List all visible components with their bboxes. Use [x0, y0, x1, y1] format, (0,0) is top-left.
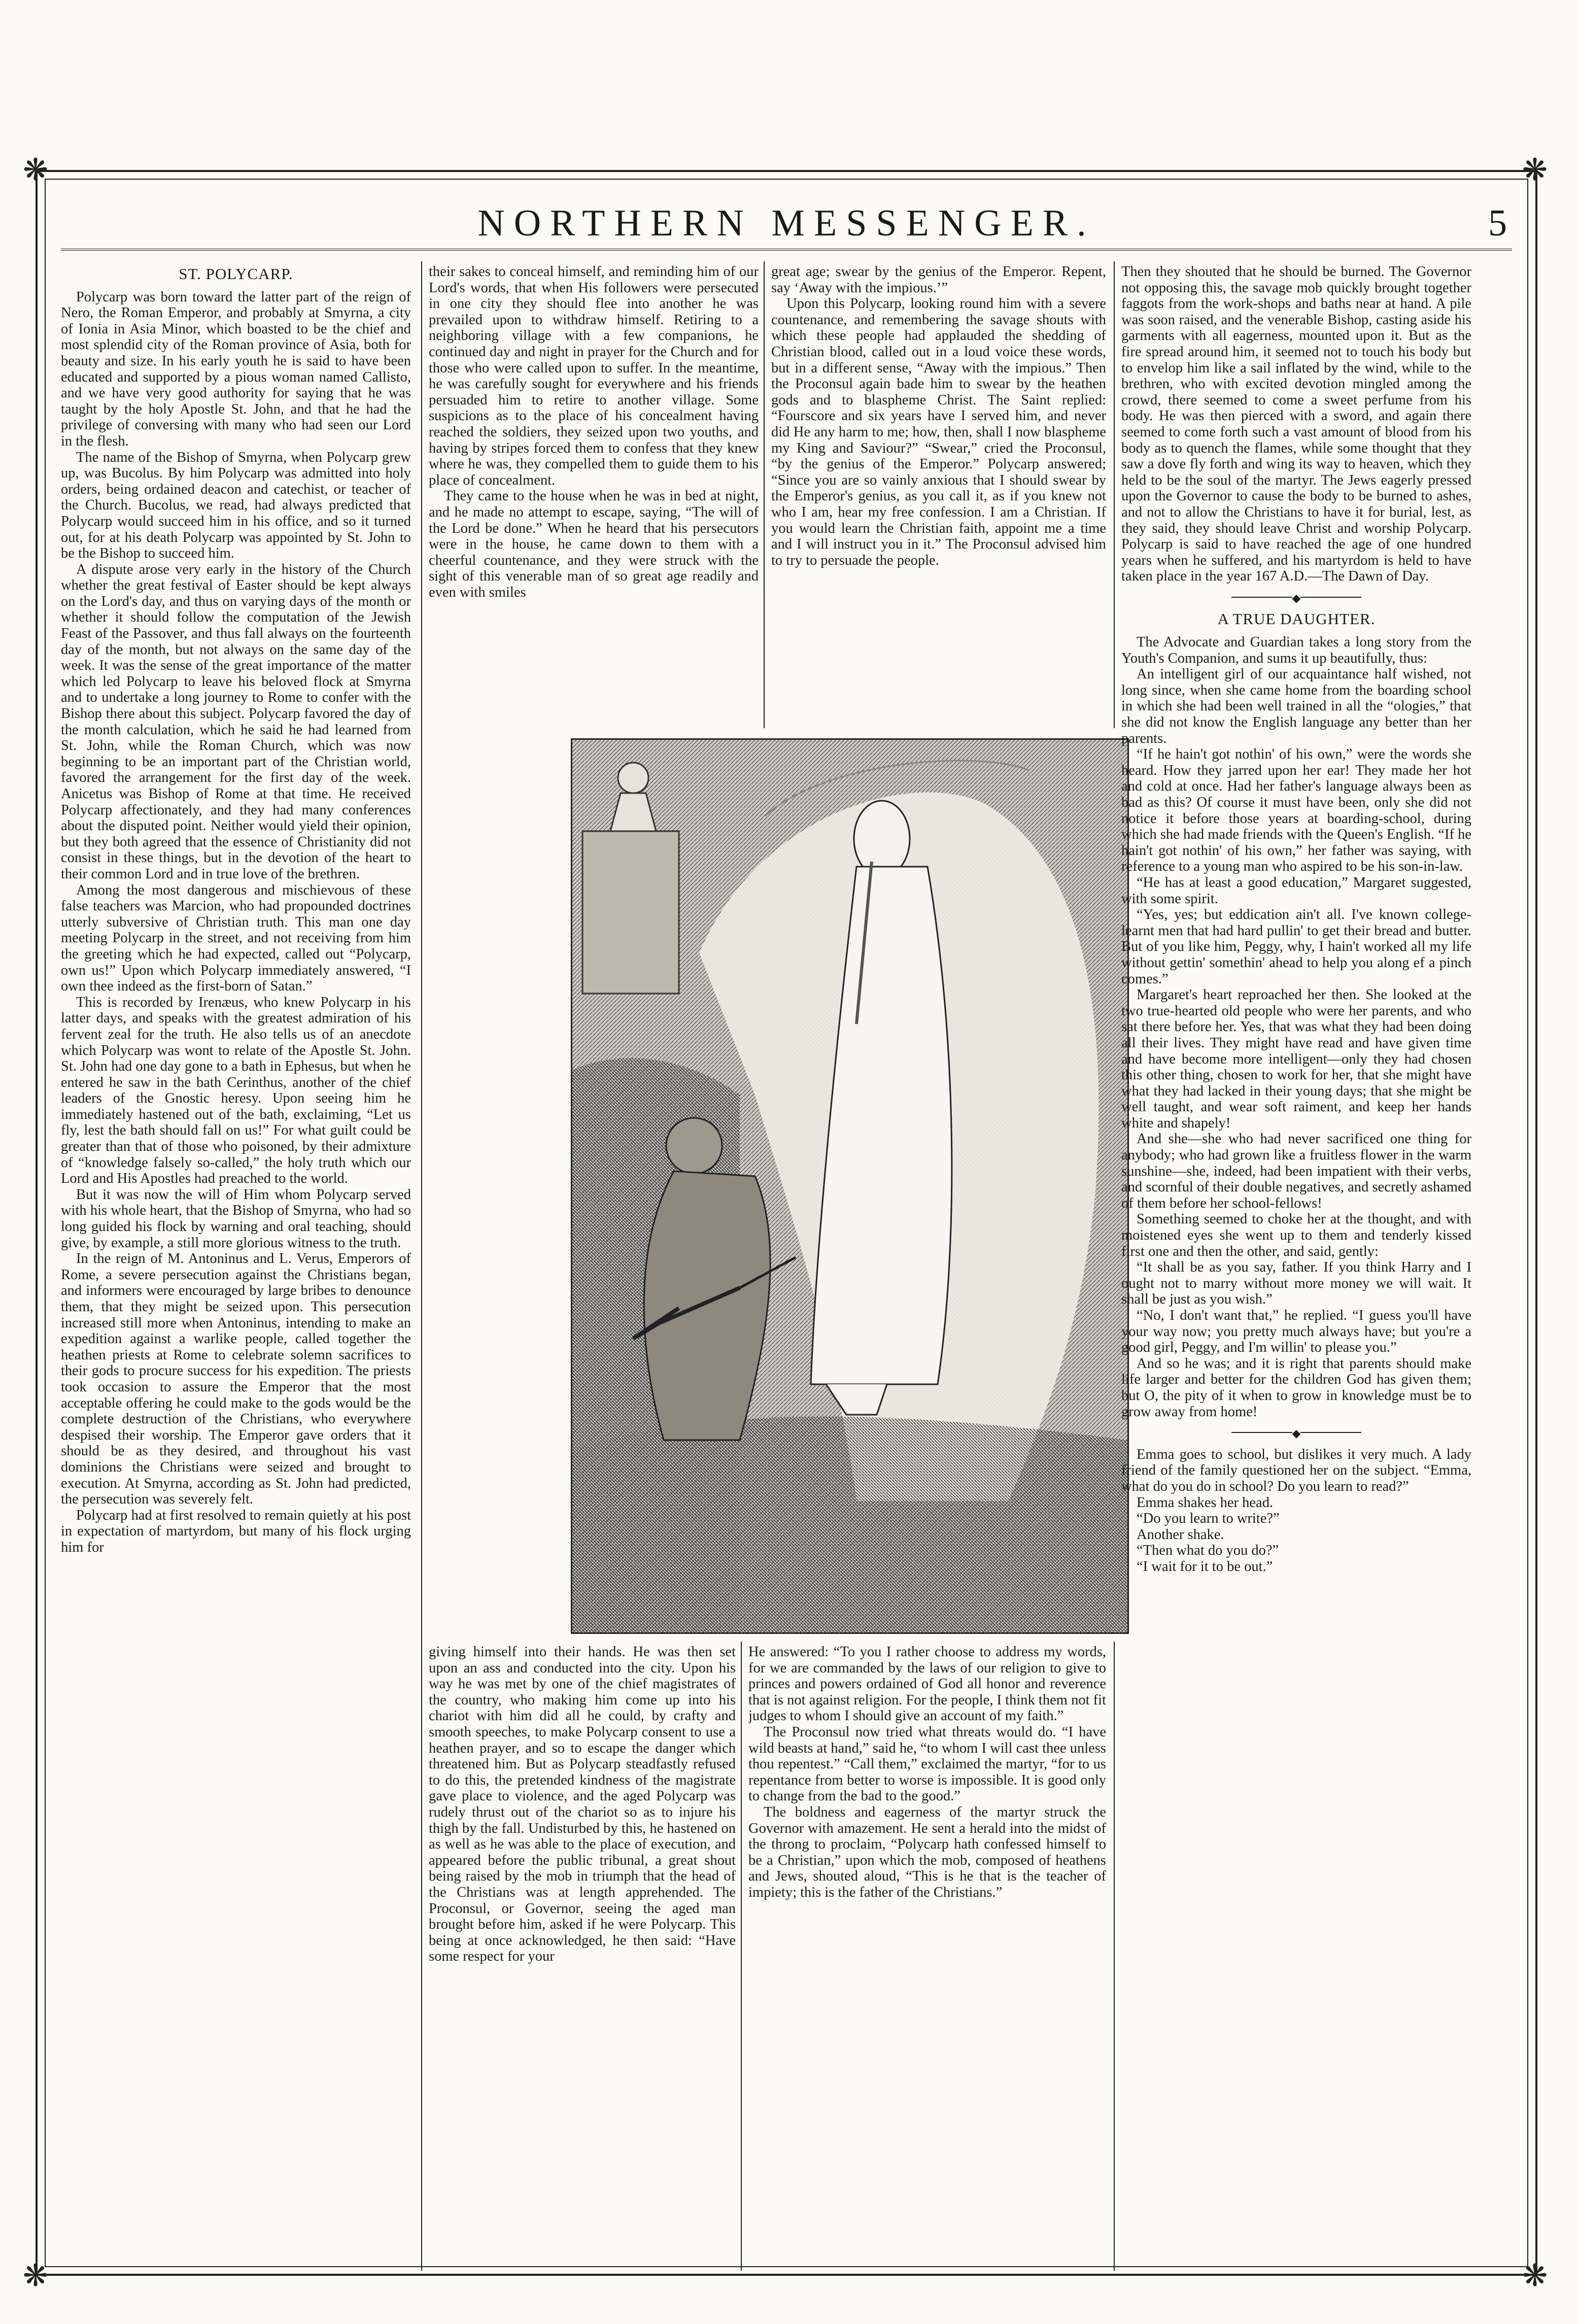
paragraph: The Advocate and Guardian takes a long story from the Youth's Companion, and sums it up beautifully, thus: — [1121, 634, 1471, 666]
paragraph: “It shall be as you say, father. If you think Harry and I ought not to marry without more money we will wait. It shall be just as you wish.” — [1121, 1259, 1471, 1308]
paragraph: They came to the house when he was in bed at night, and he made no attempt to escape, saying, “The will of the Lord be done.” When he heard that his persecutors were in the house, he came down to them with a cheerful countenance, and they were struck with the sight of this venerable man of so great age readily and even with smiles — [429, 488, 759, 600]
paragraph: great age; swear by the genius of the Emperor. Repent, say ‘Away with the impious.’” — [771, 264, 1106, 296]
column-2-bottom — [429, 1644, 736, 2268]
paragraph: “Yes, yes; but eddication ain't all. I've known college-learnt men that had hard pullin' to get their bread and butter. But of you like him, Peggy, why, I hain't worked all my life without gettin' somethin' ahead to help you along ef a pinch comes.” — [1121, 907, 1471, 987]
paragraph: “Do you learn to write?” — [1137, 1511, 1280, 1527]
paragraph: “He has at least a good education,” Margaret suggested, with some spirit. — [1121, 874, 1471, 907]
paragraph: “I wait for it to be out.” — [1137, 1558, 1273, 1575]
paragraph: Margaret's heart reproached her then. She looked at the two true-hearted old people who were her parents, and who sat there before her. Yes, that was what they had been doing all their lives. They might have read and have given time and have become more intelligent—only they had chosen this other thing, chosen to work for her, that she might have what they had lacked in their young days; that she might be well taught, and wear soft raiment, and keep her hands white and shapely! — [1121, 987, 1471, 1131]
column-3-top — [771, 264, 1106, 728]
column-rule — [421, 261, 422, 2271]
paragraph: And so he was; and it is right that parents should make life larger and better for the children God has given them; but O, the pity of it when to grow in knowledge must be to grow away from home! — [1121, 1355, 1471, 1420]
paragraph: This is recorded by Irenæus, who knew Polycarp in his latter days, and speaks with the greatest admiration of his fervent zeal for the truth. He also tells us of an anecdote which Polycarp was wont to relate of the Apostle St. John. St. John had one day gone to a bath in Ephesus, but when he entered he saw in the bath Cerinthus, another of the chief leaders of the Gnostic heresy. Upon seeing him he immediately hastened out of the bath, exclaiming, “Let us fly, lest the bath should fall on us!” For what guilt could be greater than that of those who poisoned, by their admixture of “knowledge falsely so-called,” the holy truth which our Lord and His Apostles had preached to the world. — [61, 994, 411, 1187]
paragraph: Among the most dangerous and mischievous of these false teachers was Marcion, who had propounded doctrines utterly subversive of Christian truth. This man one day meeting Polycarp in the street, and not receiving from him the greeting which he had expected, called out “Polycarp, own us!” Upon which Polycarp immediately answered, “I own thee indeed as the first-born of Satan.” — [61, 882, 411, 995]
newspaper-title: NORTHERN MESSENGER. — [477, 202, 1095, 244]
paragraph: “No, I don't want that,” he replied. “I guess you'll have your way now; you pretty much always have; but you're a good girl, Peggy, and I'm willin' to please you.” — [1121, 1308, 1471, 1356]
column-rule — [1114, 1642, 1115, 2271]
martyrdom-engraving — [571, 738, 1129, 1634]
paragraph: Polycarp had at first resolved to remain quietly at his post in expectation of martyrdom, but many of his flock urging him for — [61, 1507, 411, 1555]
paragraph: Emma goes to school, but dislikes it very much. A lady friend of the family questioned her on the subject. “Emma, what do you do in school? Do you learn to read?” — [1121, 1446, 1471, 1494]
article-heading-st-polycarp: ST. POLYCARP. — [179, 265, 293, 283]
column-2-top — [429, 264, 759, 728]
column-rule — [764, 261, 765, 728]
paragraph: He answered: “To you I rather choose to address my words, for we are commanded by the laws of our religion to give to princes and powers ordained of God all honor and reverence that is not against religion. For the people, I think them not fit judges to whom I should give an account of my faith.” — [748, 1644, 1106, 1724]
paragraph: “Then what do you do?” — [1137, 1543, 1279, 1559]
paragraph: An intelligent girl of our acquaintance half wished, not long since, when she came home from the boarding school in which she had been well trained in all the “ologies,” that she did not know the English language any better than her parents. — [1121, 666, 1471, 746]
corner-ornament-icon: ❋ — [22, 153, 49, 187]
column-3-bottom — [748, 1644, 1106, 2268]
engraving-image — [572, 740, 1127, 1632]
column-4 — [1121, 264, 1471, 2266]
paragraph: “If he hain't got nothin' of his own,” were the words she heard. How they jarred upon her ear! They made her hot and cold at once. Had her father's language always been as bad as this? Of course it must have been, only she did not notice it before those years at boarding-school, during which she had made friends with the Queen's English. “If he hain't got nothin' of his own,” her father was saying, with reference to a young man who aspired to be his son-in-law. — [1121, 746, 1471, 875]
column-rule — [741, 1642, 742, 2271]
paragraph: Something seemed to choke her at the thought, and with moistened eyes she went up to them and tenderly kissed first one and then the other, and said, gently: — [1121, 1211, 1471, 1259]
paragraph: Polycarp was born toward the latter part of the reign of Nero, the Roman Emperor, and probably at Smyrna, a city of Ionia in Asia Minor, which boasted to be the chief and most splendid city of the Roman province of Asia, both for beauty and size. In his early youth he is said to have been educated and supported by a pious woman named Callisto, and we have very good authority for saying that he was taught by the holy Apostle St. John, and that he had the privilege of conversing with many who had seen our Lord in the flesh. — [61, 289, 411, 449]
paragraph: Upon this Polycarp, looking round him with a severe countenance, and remembering the savage shouts with which these people had applauded the shedding of Christian blood, called out in a loud voice these words, but in a different sense, “Away with the impious.” Then the Proconsul again bade him to swear by the heathen gods and to blaspheme Christ. The Saint replied: “Fourscore and six years have I served him, and never did He any harm to me; how, then, shall I now blaspheme my King and Saviour?” “Swear,” cried the Proconsul, “by the genius of the Emperor.” Polycarp answered; “Since you are so vainly anxious that I should swear by the Emperor's genius, as you call it, as if you knew not who I am, hear my free confession. I am a Christian. If you would learn the Christian faith, appoint me a time and I will instruct you in it.” The Proconsul advised him to try to persuade the people. — [771, 296, 1106, 568]
paragraph: Then they shouted that he should be burned. The Governor not opposing this, the savage mob quickly brought together faggots from the work-shops and baths near at hand. A pile was soon raised, and the venerable Bishop, casting aside his garments with all eagerness, mounted upon it. But as the fire spread around him, it seemed not to touch his body but to envelop him like a sail inflated by the wind, while to the brethren, who with excited devotion mingled among the crowd, there seemed to come a sweet perfume from his body. He was then pierced with a sword, and again there seemed to come forth such a vast amount of blood from his body as to quench the flames, while some thought that they saw a dove fly forth and wing its way to heaven, which they held to be the soul of the martyr. The Jews eagerly pressed upon the Governor to cause the body to be burned to ashes, and not to allow the Christians to have it for burial, lest, as they said, they should leave Christ and worship Polycarp. Polycarp is said to have reached the age of one hundred years when he suffered, and his martyrdom is held to have taken place in the year 167 A.D.—The Dawn of Day. — [1121, 264, 1471, 585]
masthead — [61, 198, 1512, 251]
corner-ornament-icon: ❋ — [1522, 2259, 1548, 2293]
paragraph: A dispute arose very early in the history of the Church whether the great festival of Easter should be kept always on the Lord's day, and thus on varying days of the month or whether it should follow the computation of the Jewish Feast of the Passover, and thus fall always on the fourteenth day of the month, but not always on the same day of the week. It was the sense of the great importance of the matter which led Polycarp to leave his beloved flock at Smyrna and to undertake a long journey to Rome to confer with the Bishop there about this subject. Polycarp favored the day of the month calculation, which he said he had learned from St. John, while the Roman Church, which was now beginning to be an important part of the Christian world, favored the arrangement for the first day of the week. Anicetus was Bishop of Rome at that time. He received Polycarp affectionately, and they had many conferences about the disputed point. Neither would yield their opinion, but they both agreed that the essence of Christianity did not consist in these things, but in the devotion of the heart to their common Lord and in true love of the brethren. — [61, 561, 411, 882]
corner-ornament-icon: ❋ — [1522, 153, 1548, 187]
paragraph: The Proconsul now tried what threats would do. “I have wild beasts at hand,” said he, “to whom I will cast thee unless thou repentest.” “Call them,” exclaimed the martyr, “for to us repentance from better to worse is impossible. It is good only to change from the bad to the good.” — [748, 1724, 1106, 1804]
paragraph: But it was now the will of Him whom Polycarp served with his whole heart, that the Bishop of Smyrna, who had so long guided his flock by warning and oral teaching, should give, by example, a still more glorious witness to the truth. — [61, 1186, 411, 1251]
column-rule — [1114, 261, 1115, 728]
paragraph: giving himself into their hands. He was then set upon an ass and conducted into the city. Upon his way he was met by one of the chief magistrates of the country, who making him come up into his chariot with him did all he could, by crafty and smooth speeches, to make Polycarp consent to use a heathen prayer, and so to escape the danger which threatened him. But as Polycarp steadfastly refused to do this, the pretended kindness of the magistrate gave place to violence, and the aged Polycarp was rudely thrust out of the chariot so as to injure his thigh by the fall. Undisturbed by this, he hastened on as well as he was able to the place of execution, and appeared before the public tribunal, a great shout being raised by the mob in triumph that the head of the Christians was at length apprehended. The Proconsul, or Governor, seeing the aged man brought before him, asked if he were Polycarp. This being at once acknowledged, he then said: “Have some respect for your — [429, 1644, 736, 1965]
page-number: 5 — [1488, 202, 1507, 244]
column-1-st-polycarp — [61, 264, 411, 2266]
corner-ornament-icon: ❋ — [22, 2259, 49, 2293]
paragraph: their sakes to conceal himself, and reminding him of our Lord's words, that when His followers were persecuted in one city they should flee into another he was prevailed upon to withdraw himself. Retiring to a neighboring village with a few companions, he continued day and night in prayer for the Church and for those who were called upon to suffer. In the meantime, he was carefully sought for everywhere and his friends persuaded him to retire to another village. Some suspicions as to the place of his concealment having reached the soldiers, they seized upon two youths, and having by stripes forced them to confess that they knew where he was, they compelled them to guide them to his place of concealment. — [429, 264, 759, 488]
paragraph: The name of the Bishop of Smyrna, when Polycarp grew up, was Bucolus. By him Polycarp was admitted into holy orders, being ordained deacon and catechist, or teacher of the Church. Bucolus, we read, had always predicted that Polycarp would succeed him in his office, and so it turned out, for at his death Polycarp was appointed by St. John to be the Bishop to succeed him. — [61, 449, 411, 562]
separator-ornament: ◆ — [1121, 1425, 1471, 1442]
separator-ornament: ◆ — [1121, 590, 1471, 606]
paragraph: And she—she who had never sacrificed one thing for anybody; who had grown like a fruitless flower in the warm sunshine—she, indeed, had been impatient with their verbs, and scornful of their double negatives, and secretly ashamed of them before her school-fellows! — [1121, 1131, 1471, 1211]
paragraph: The boldness and eagerness of the martyr struck the Governor with amazement. He sent a herald into the midst of the throng to proclaim, “Polycarp hath confessed himself to be a Christian,” upon which the mob, composed of heathens and Jews, shouted aloud, “This is he that is the teacher of impiety; this is the father of the Christians.” — [748, 1804, 1106, 1900]
paragraph: Another shake. — [1137, 1526, 1224, 1543]
paragraph: Emma shakes her head. — [1137, 1494, 1274, 1511]
article-heading-a-true-daughter: A TRUE DAUGHTER. — [1217, 610, 1376, 628]
paragraph: In the reign of M. Antoninus and L. Verus, Emperors of Rome, a severe persecution against the Christians began, and informers were encouraged by large bribes to denounce them, that they might be seized upon. This persecution increased still more when Antoninus, intending to make an expedition against a warlike people, called together the heathen priests at Rome to celebrate solemn sacrifices to their gods to procure success for his expedition. The priests took occasion to assure the Emperor that the most acceptable offering he could make to the gods would be the complete destruction of the Christians, who everywhere despised their worship. The Emperor gave orders that it should be as they desired, and throughout his vast dominions the Christians were seized and brought to execution. At Smyrna, according as St. John had predicted, the persecution was severely felt. — [61, 1251, 411, 1508]
